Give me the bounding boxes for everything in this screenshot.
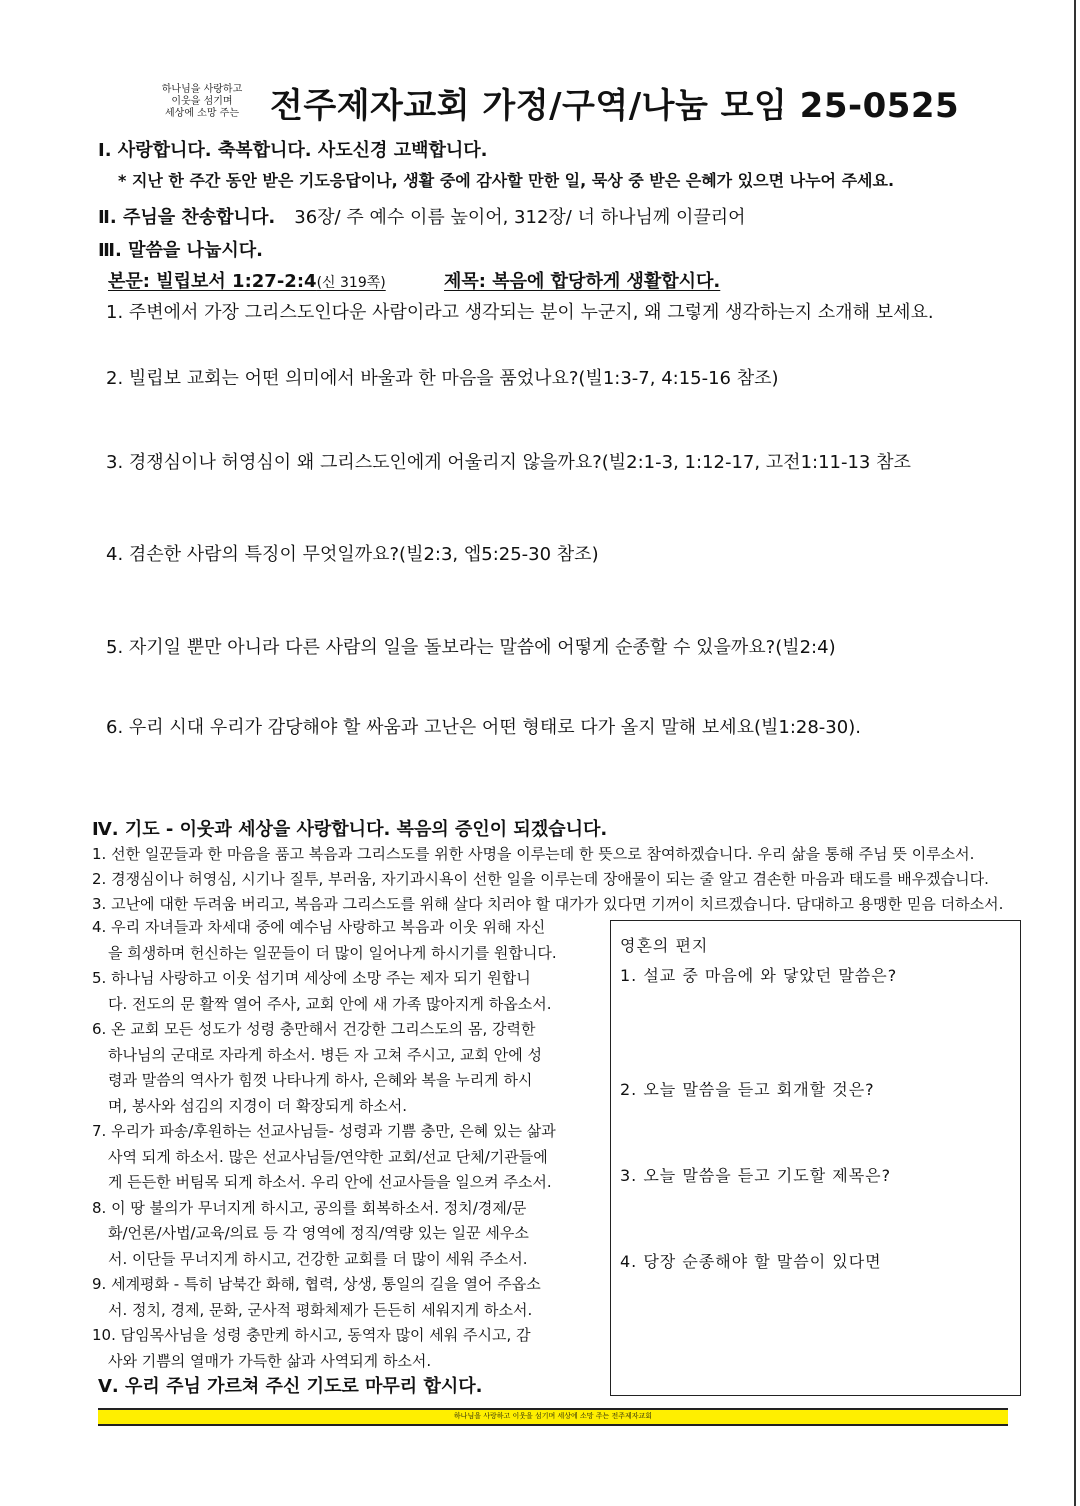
footer-text: 하나님을 사랑하고 이웃을 섬기며 세상에 소망 주는 전주제자교회	[453, 1412, 653, 1420]
question-2: 2. 빌립보 교회는 어떤 의미에서 바울과 한 마음을 품었나요?(빌1:3-7, 4:15-16 참조)	[106, 368, 779, 389]
sermon-subject: 제목: 복음에 합당하게 생활합시다.	[444, 271, 721, 292]
page-border	[1074, 0, 1076, 1506]
prayer-line: 사와 기쁨의 열매가 가득한 삶과 사역되게 하소서.	[108, 1351, 432, 1370]
letter-question-1: 1. 설교 중 마음에 와 닿았던 말씀은?	[620, 966, 898, 985]
prayer-line: 며, 봉사와 섬김의 지경이 더 확장되게 하소서.	[108, 1096, 407, 1115]
soul-letter-title: 영혼의 편지	[620, 936, 709, 955]
page-title: 전주제자교회 가정/구역/나눔 모임 25-0525	[270, 86, 960, 126]
prayer-line: 사역 되게 하소서. 많은 선교사님들/연약한 교회/선교 단체/기관들에	[108, 1147, 548, 1166]
section-1-heading: Ⅰ. 사랑합니다. 축복합니다. 사도신경 고백합니다.	[98, 140, 488, 161]
question-5: 5. 자기일 뿐만 아니라 다른 사람의 일을 돌보라는 말씀에 어떻게 순종할 수 있을까요?(빌2:4)	[106, 637, 836, 658]
prayer-line: 하나님의 군대로 자라게 하소서. 병든 자 고쳐 주시고, 교회 안에 성	[108, 1045, 542, 1064]
church-motto	[138, 84, 266, 120]
section-4-heading: Ⅳ. 기도 - 이웃과 세상을 사랑합니다. 복음의 증인이 되겠습니다.	[92, 819, 608, 840]
prayer-line: 4. 우리 자녀들과 차세대 중에 예수님 사랑하고 복음과 이웃 위해 자신	[92, 918, 546, 936]
prayer-line: 10. 담임목사님을 성령 충만케 하시고, 동역자 많이 세워 주시고, 감	[92, 1326, 531, 1344]
letter-question-3: 3. 오늘 말씀을 듣고 기도할 제목은?	[620, 1166, 892, 1185]
scripture-text: 본문: 빌립보서 1:27-2:4	[108, 271, 317, 292]
prayer-line: 9. 세계평화 - 특히 남북간 화해, 협력, 상생, 통일의 길을 열어 주옵소	[92, 1275, 541, 1293]
letter-question-2: 2. 오늘 말씀을 듣고 회개할 것은?	[620, 1080, 875, 1099]
letter-question-4: 4. 당장 순종해야 할 말씀이 있다면	[620, 1252, 882, 1271]
motto-line: 세상에 소망 주는	[165, 108, 239, 119]
prayer-line: 게 든든한 버팀목 되게 하소서. 우리 안에 선교사들을 일으켜 주소서.	[108, 1173, 552, 1191]
question-6: 6. 우리 시대 우리가 감당해야 할 싸움과 고난은 어떤 형태로 다가 올지 말해 보세요(빌1:28-30).	[106, 717, 861, 738]
section-2-heading: Ⅱ. 주님을 찬송합니다.	[98, 207, 276, 228]
hymn-list: 36장/ 주 예수 이름 높이어, 312장/ 너 하나님께 이끌리어	[294, 207, 746, 228]
prayer-line: 을 희생하며 헌신하는 일꾼들이 더 많이 일어나게 하시기를 원합니다.	[108, 943, 557, 962]
prayer-line: 령과 말씀의 역사가 힘껏 나타나게 하사, 은혜와 복을 누리게 하시	[108, 1071, 533, 1089]
question-1: 1. 주변에서 가장 그리스도인다운 사람이라고 생각되는 분이 누군지, 왜 그렇게 생각하는지 소개해 보세요.	[106, 302, 934, 323]
prayer-line: 8. 이 땅 불의가 무너지게 하시고, 공의를 회복하소서. 정치/경제/문	[92, 1198, 527, 1217]
section-3-heading: Ⅲ. 말씀을 나눕시다.	[98, 240, 263, 261]
section-1-note: * 지난 한 주간 동안 받은 기도응답이나, 생활 중에 감사할 만한 일, 묵상 중 받은 은혜가 있으면 나누어 주세요.	[118, 171, 895, 190]
prayer-item-1: 1. 선한 일꾼들과 한 마음을 품고 복음과 그리스도를 위한 사명을 이루는데 한 뜻으로 참여하겠습니다. 우리 삶을 통해 주님 뜻 이루소서.	[92, 845, 975, 863]
prayer-line: 5. 하나님 사랑하고 이웃 섬기며 세상에 소망 주는 제자 되기 원합니	[92, 969, 531, 987]
scripture-page: (신 319쪽)	[316, 275, 386, 291]
section-2	[98, 203, 746, 229]
soul-letter-box	[610, 920, 1021, 1396]
section-5-heading: Ⅴ. 우리 주님 가르쳐 주신 기도로 마무리 합시다.	[98, 1376, 483, 1397]
prayer-line: 6. 온 교회 모든 성도가 성령 충만해서 건강한 그리스도의 몸, 강력한	[92, 1020, 536, 1038]
question-4: 4. 겸손한 사람의 특징이 무엇일까요?(빌2:3, 엡5:25-30 참조)	[106, 544, 599, 565]
prayer-line: 서. 이단들 무너지게 하시고, 건강한 교회를 더 많이 세워 주소서.	[108, 1249, 528, 1268]
prayer-item-2: 2. 경쟁심이나 허영심, 시기나 질투, 부러움, 자기과시욕이 선한 일을 이루는데 장애물이 되는 줄 알고 겸손한 마음과 태도를 배우겠습니다.	[92, 870, 989, 888]
prayer-list	[92, 915, 607, 1374]
prayer-line: 서. 정치, 경제, 문화, 군사적 평화체제가 든든히 세워지게 하소서.	[108, 1300, 533, 1319]
question-3: 3. 경쟁심이나 허영심이 왜 그리스도인에게 어울리지 않을까요?(빌2:1-3, 1:12-17, 고전1:11-13 참조	[106, 452, 911, 473]
motto-line: 하나님을 사랑하고	[161, 84, 243, 95]
scripture-reference	[108, 267, 386, 293]
prayer-line: 7. 우리가 파송/후원하는 선교사님들- 성령과 기쁨 충만, 은혜 있는 삶과	[92, 1122, 556, 1140]
prayer-line: 다. 전도의 문 활짝 열어 주사, 교회 안에 새 가족 많아지게 하옵소서.	[108, 994, 552, 1013]
footer-bar	[98, 1408, 1008, 1425]
prayer-line: 화/언론/사법/교육/의료 등 각 영역에 정직/역량 있는 일꾼 세우소	[108, 1224, 529, 1242]
motto-line: 이웃을 섬기며	[171, 96, 233, 107]
prayer-item-3: 3. 고난에 대한 두려움 버리고, 복음과 그리스도를 위해 살다 치러야 할 대가가 있다면 기꺼이 치르겠습니다. 담대하고 용맹한 믿음 더하소서.	[92, 895, 1004, 913]
footer-divider	[98, 1424, 1008, 1426]
